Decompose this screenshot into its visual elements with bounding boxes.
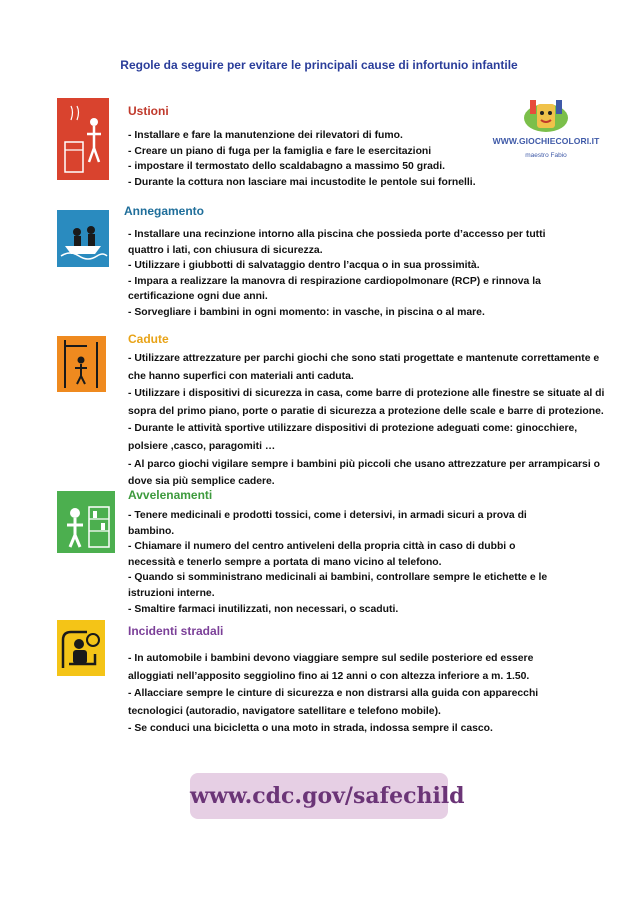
section-text-ustioni [128, 128, 476, 190]
text-line: - Durante la cottura non lasciare mai incustodite le pentole sui fornelli. [128, 176, 476, 188]
section-text-annegamento [128, 227, 545, 321]
text-line: sopra del primo piano, porte o paratie di sicurezza a protezione delle scale e barre di protezione. [128, 405, 604, 417]
section-heading-incidenti-stradali: Incidenti stradali [128, 624, 224, 638]
logo-author-text: maestro Fabio [525, 152, 567, 159]
section-heading-annegamento: Annegamento [124, 204, 205, 218]
text-line: istruzioni interne. [128, 587, 215, 599]
text-line: - In automobile i bambini devono viaggiare sempre sul sedile posteriore ed essere [128, 653, 534, 664]
text-line: - Durante le attività sportive utilizzare dispositivi di protezione adeguati come: ginocchiere, [128, 423, 578, 435]
text-line: - Utilizzare i giubbotti di salvataggio dentro l’acqua o in sua prossimità. [128, 260, 480, 272]
text-line: - Smaltire farmaci inutilizzati, non necessari, o scaduti. [128, 603, 399, 615]
text-line: quattro i lati, con chiusura di sicurezza. [128, 244, 323, 256]
fall-playground-icon [57, 336, 106, 392]
text-line: - Impara a realizzare la manovra di respirazione cardiopolmonare (RCP) e rinnova la [128, 275, 541, 287]
section-text-avvelenamenti [128, 508, 547, 617]
page-title: Regole da seguire per evitare le principali cause di infortunio infantile [120, 58, 518, 72]
text-line: tecnologici (autoradio, navigatore satellitare e telefono mobile). [128, 705, 441, 717]
text-line: alloggiati nell’apposito seggiolino fino ai 12 anni o con altezza inferiore a m. 1.50. [128, 670, 530, 682]
text-line: - Se conduci una bicicletta o una moto in strada, indossa sempre il casco. [128, 723, 493, 735]
logo-site-text: WWW.GIOCHIECOLORI.IT [492, 136, 600, 146]
text-line: - Quando si somministrano medicinali ai bambini, controllare sempre le etichette e le [128, 572, 548, 584]
pencil-mascot-icon [490, 96, 602, 136]
text-line: - Installare una recinzione intorno alla piscina che possieda porte d’accesso per tutti [128, 229, 546, 240]
text-line: - Chiamare il numero del centro antiveleni della propria città in caso di dubbi o [128, 541, 516, 553]
section-text-incidenti-stradali [128, 650, 538, 738]
kitchen-burn-icon [57, 98, 109, 180]
text-line: dove sia più semplice cadere. [128, 476, 275, 488]
text-line: - Utilizzare attrezzature per parchi giochi che sono stati progettate e mantenute correttamente e [128, 353, 600, 364]
text-line: che hanno superfici con materiali anti caduta. [128, 370, 354, 382]
text-line: - Al parco giochi vigilare sempre i bambini più piccoli che usano attrezzature per arrampicarsi o [128, 458, 600, 470]
section-text-cadute [128, 350, 604, 491]
text-line: - Sorvegliare i bambini in ogni momento: in vasche, in piscina o al mare. [128, 306, 485, 318]
text-line: bambino. [128, 525, 175, 537]
text-line: - Creare un piano di fuga per la famiglia e fare le esercitazioni [128, 145, 432, 157]
section-heading-cadute: Cadute [128, 332, 169, 346]
cdc-safechild-banner: www.cdc.gov/safechild [190, 773, 448, 819]
text-line: necessità e tenerlo sempre a portata di mano vicino al telefono. [128, 556, 442, 568]
poisoning-cabinet-icon [57, 491, 115, 553]
text-line: - Installare e fare la manutenzione dei rilevatori di fumo. [128, 130, 403, 141]
text-line: - impostare il termostato dello scaldabagno a massimo 50 gradi. [128, 161, 446, 173]
drowning-boat-icon [57, 210, 109, 267]
giochiecolori-logo [490, 96, 602, 168]
section-heading-avvelenamenti: Avvelenamenti [128, 488, 213, 502]
car-seat-icon [57, 620, 105, 676]
text-line: - Utilizzare i dispositivi di sicurezza in casa, come barre di protezione alle finestre se situate al di [128, 388, 605, 400]
text-line: certificazione ogni due anni. [128, 291, 268, 303]
text-line: - Tenere medicinali e prodotti tossici, come i detersivi, in armadi sicuri a prova di [128, 510, 527, 521]
text-line: - Allacciare sempre le cinture di sicurezza e non distrarsi alla guida con apparecchi [128, 688, 539, 700]
text-line: polsiere ,casco, paragomiti … [128, 440, 276, 452]
section-heading-ustioni: Ustioni [128, 104, 169, 118]
